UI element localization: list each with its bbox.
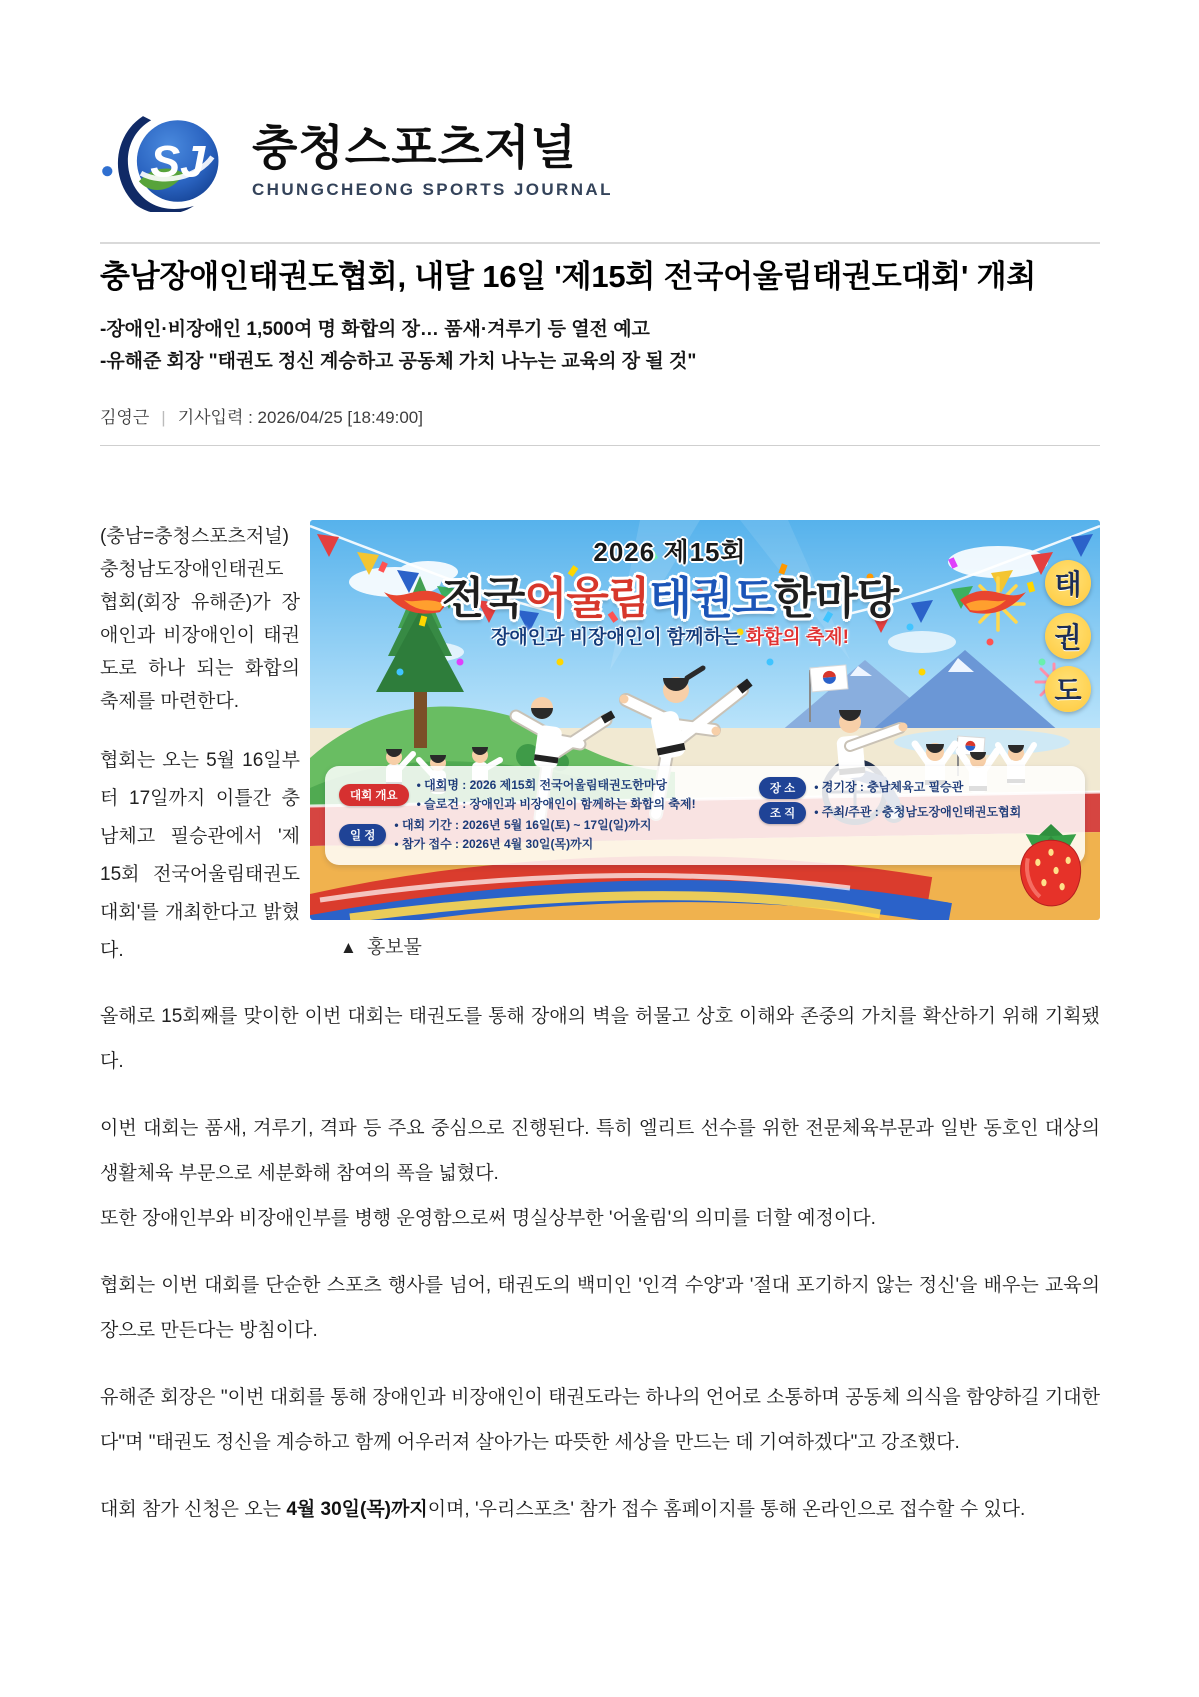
poster-main-title (310, 562, 1030, 626)
paragraph-lead: (충남=충청스포츠저널)충청남도장애인태권도협회(회장 유해준)가 장애인과 비장애인이 태권도로 하나 되는 화합의 축제를 마련한다. (100, 526, 300, 712)
logo-title-korean: 충청스포츠저널 (252, 120, 577, 174)
article-body (100, 520, 1100, 1532)
published-date: 기사입력 : 2026/04/25 [18:49:00] (177, 408, 423, 427)
byline-separator: | (161, 408, 166, 427)
poster-subtitle: 장애인과 비장애인이 함께하는 화합의 축제! (491, 627, 849, 648)
article-figure (310, 520, 1100, 959)
logo[interactable] (100, 110, 1100, 212)
logo-text (252, 122, 613, 201)
logo-letters: SJ (150, 135, 206, 187)
byline (100, 403, 1100, 428)
poster-org-label: 조 직 (759, 802, 806, 824)
poster-image (310, 520, 1100, 920)
article-headline: 충남장애인태권도협회, 내달 16일 '제15회 전국어울림태권도대회' 개최 (100, 259, 1037, 294)
poster-overview-label: 대회 개요 (339, 784, 409, 806)
strawberry-icon (1005, 820, 1097, 916)
registration-deadline: 4월 30일(목)까지 (286, 1499, 428, 1520)
masthead (100, 110, 1100, 212)
poster-info-panel (325, 766, 1085, 865)
poster-title-part: 전국 (441, 574, 525, 623)
poster-schedule-line: • 대회 기간 : 2026년 5월 16일(토) ~ 17일(일)까지 (394, 817, 652, 832)
article-subhead-1: -장애인·비장애인 1,500여 명 화합의 장… 품새·겨루기 등 열전 예고 (100, 319, 650, 340)
divider-top (100, 242, 1100, 244)
poster-overview-line: • 슬로건 : 장애인과 비장애인이 함께하는 화합의 축제! (416, 797, 696, 812)
divider-byline (100, 445, 1100, 446)
paragraph-registration: 대회 참가 신청은 오는 4월 30일(목)까지이며, '우리스포츠' 참가 접수 홈페이지를 통해 온라인으로 접수할 수 있다. (100, 1499, 1026, 1520)
poster-place-line: • 경기장 : 충남체육고 필승관 (814, 780, 964, 795)
lead-text-column (100, 520, 300, 970)
poster-place-label: 장 소 (759, 777, 806, 799)
poster-info-left (339, 774, 745, 857)
logo-dot (102, 166, 112, 176)
paragraph-events: 이번 대회는 품새, 겨루기, 격파 등 주요 중심으로 진행된다. 특히 엘리트 선수를 위한 전문체육부문과 일반 동호인 대상의 생활체육 부문으로 세분화해 참여의 폭을 넓혔다. (100, 1118, 1100, 1184)
poster-overview-line: • 대회명 : 2026 제15회 전국어울림태권도한마당 (416, 778, 668, 792)
poster-title-part: 태권도 (649, 574, 774, 623)
caption-arrow-icon: ▲ (340, 938, 357, 957)
logo-title-english: CHUNGCHEONG SPORTS JOURNAL (252, 180, 613, 200)
poster-org-line: • 주최/주관 : 충청남도장애인태권도협회 (814, 805, 1022, 820)
paragraph-purpose: 올해로 15회째를 맞이한 이번 대회는 태권도를 통해 장애의 벽을 허물고 상호 이해와 존중의 가치를 확산하기 위해 기획됐다. (100, 1006, 1100, 1072)
poster-title-part: 한마당 (773, 574, 899, 623)
subheadlines (100, 314, 1100, 378)
poster-side-badge: 태 권 도 (1045, 560, 1091, 712)
paragraph-divisions: 또한 장애인부와 비장애인부를 병행 운영함으로써 명실상부한 '어울림'의 의미를 더할 예정이다. (100, 1208, 876, 1229)
paragraph-education: 협회는 이번 대회를 단순한 스포츠 행사를 넘어, 태권도의 백미인 '인격 수양'과 '절대 포기하지 않는 정신'을 배우는 교육의 장으로 만든다는 방침이다. (100, 1275, 1100, 1341)
reporter-name: 김영근 (100, 408, 150, 427)
caption-text: 홍보물 (366, 937, 422, 958)
poster-schedule-line: • 참가 접수 : 2026년 4월 30일(목)까지 (394, 837, 594, 852)
article-subhead-2: -유해준 회장 "태권도 정신 계승하고 공동체 가치 나누는 교육의 장 될 것" (100, 351, 697, 372)
image-caption (310, 932, 1100, 959)
logo-mark-icon (100, 110, 238, 212)
poster-title-part: 어울림 (524, 574, 650, 623)
poster-edition-title: 2026 제15회 (593, 537, 747, 567)
paragraph-schedule: 협회는 오는 5월 16일부터 17일까지 이틀간 충남체고 필승관에서 '제15회 전국어울림태권도대회'를 개최한다고 밝혔다. (100, 750, 300, 961)
article-top-row (100, 520, 1100, 970)
paragraph-quote: 유해준 회장은 "이번 대회를 통해 장애인과 비장애인이 태권도라는 하나의 언어로 소통하며 공동체 의식을 함양하길 기대한다"며 "태권도 정신을 계승하고 함께 어우러져 살아가는 따뜻한 세상을 만드는 데 기여하겠다"고 강조했다. (100, 1387, 1100, 1453)
content-column (100, 0, 1100, 1532)
poster-schedule-label: 일 정 (339, 824, 386, 846)
